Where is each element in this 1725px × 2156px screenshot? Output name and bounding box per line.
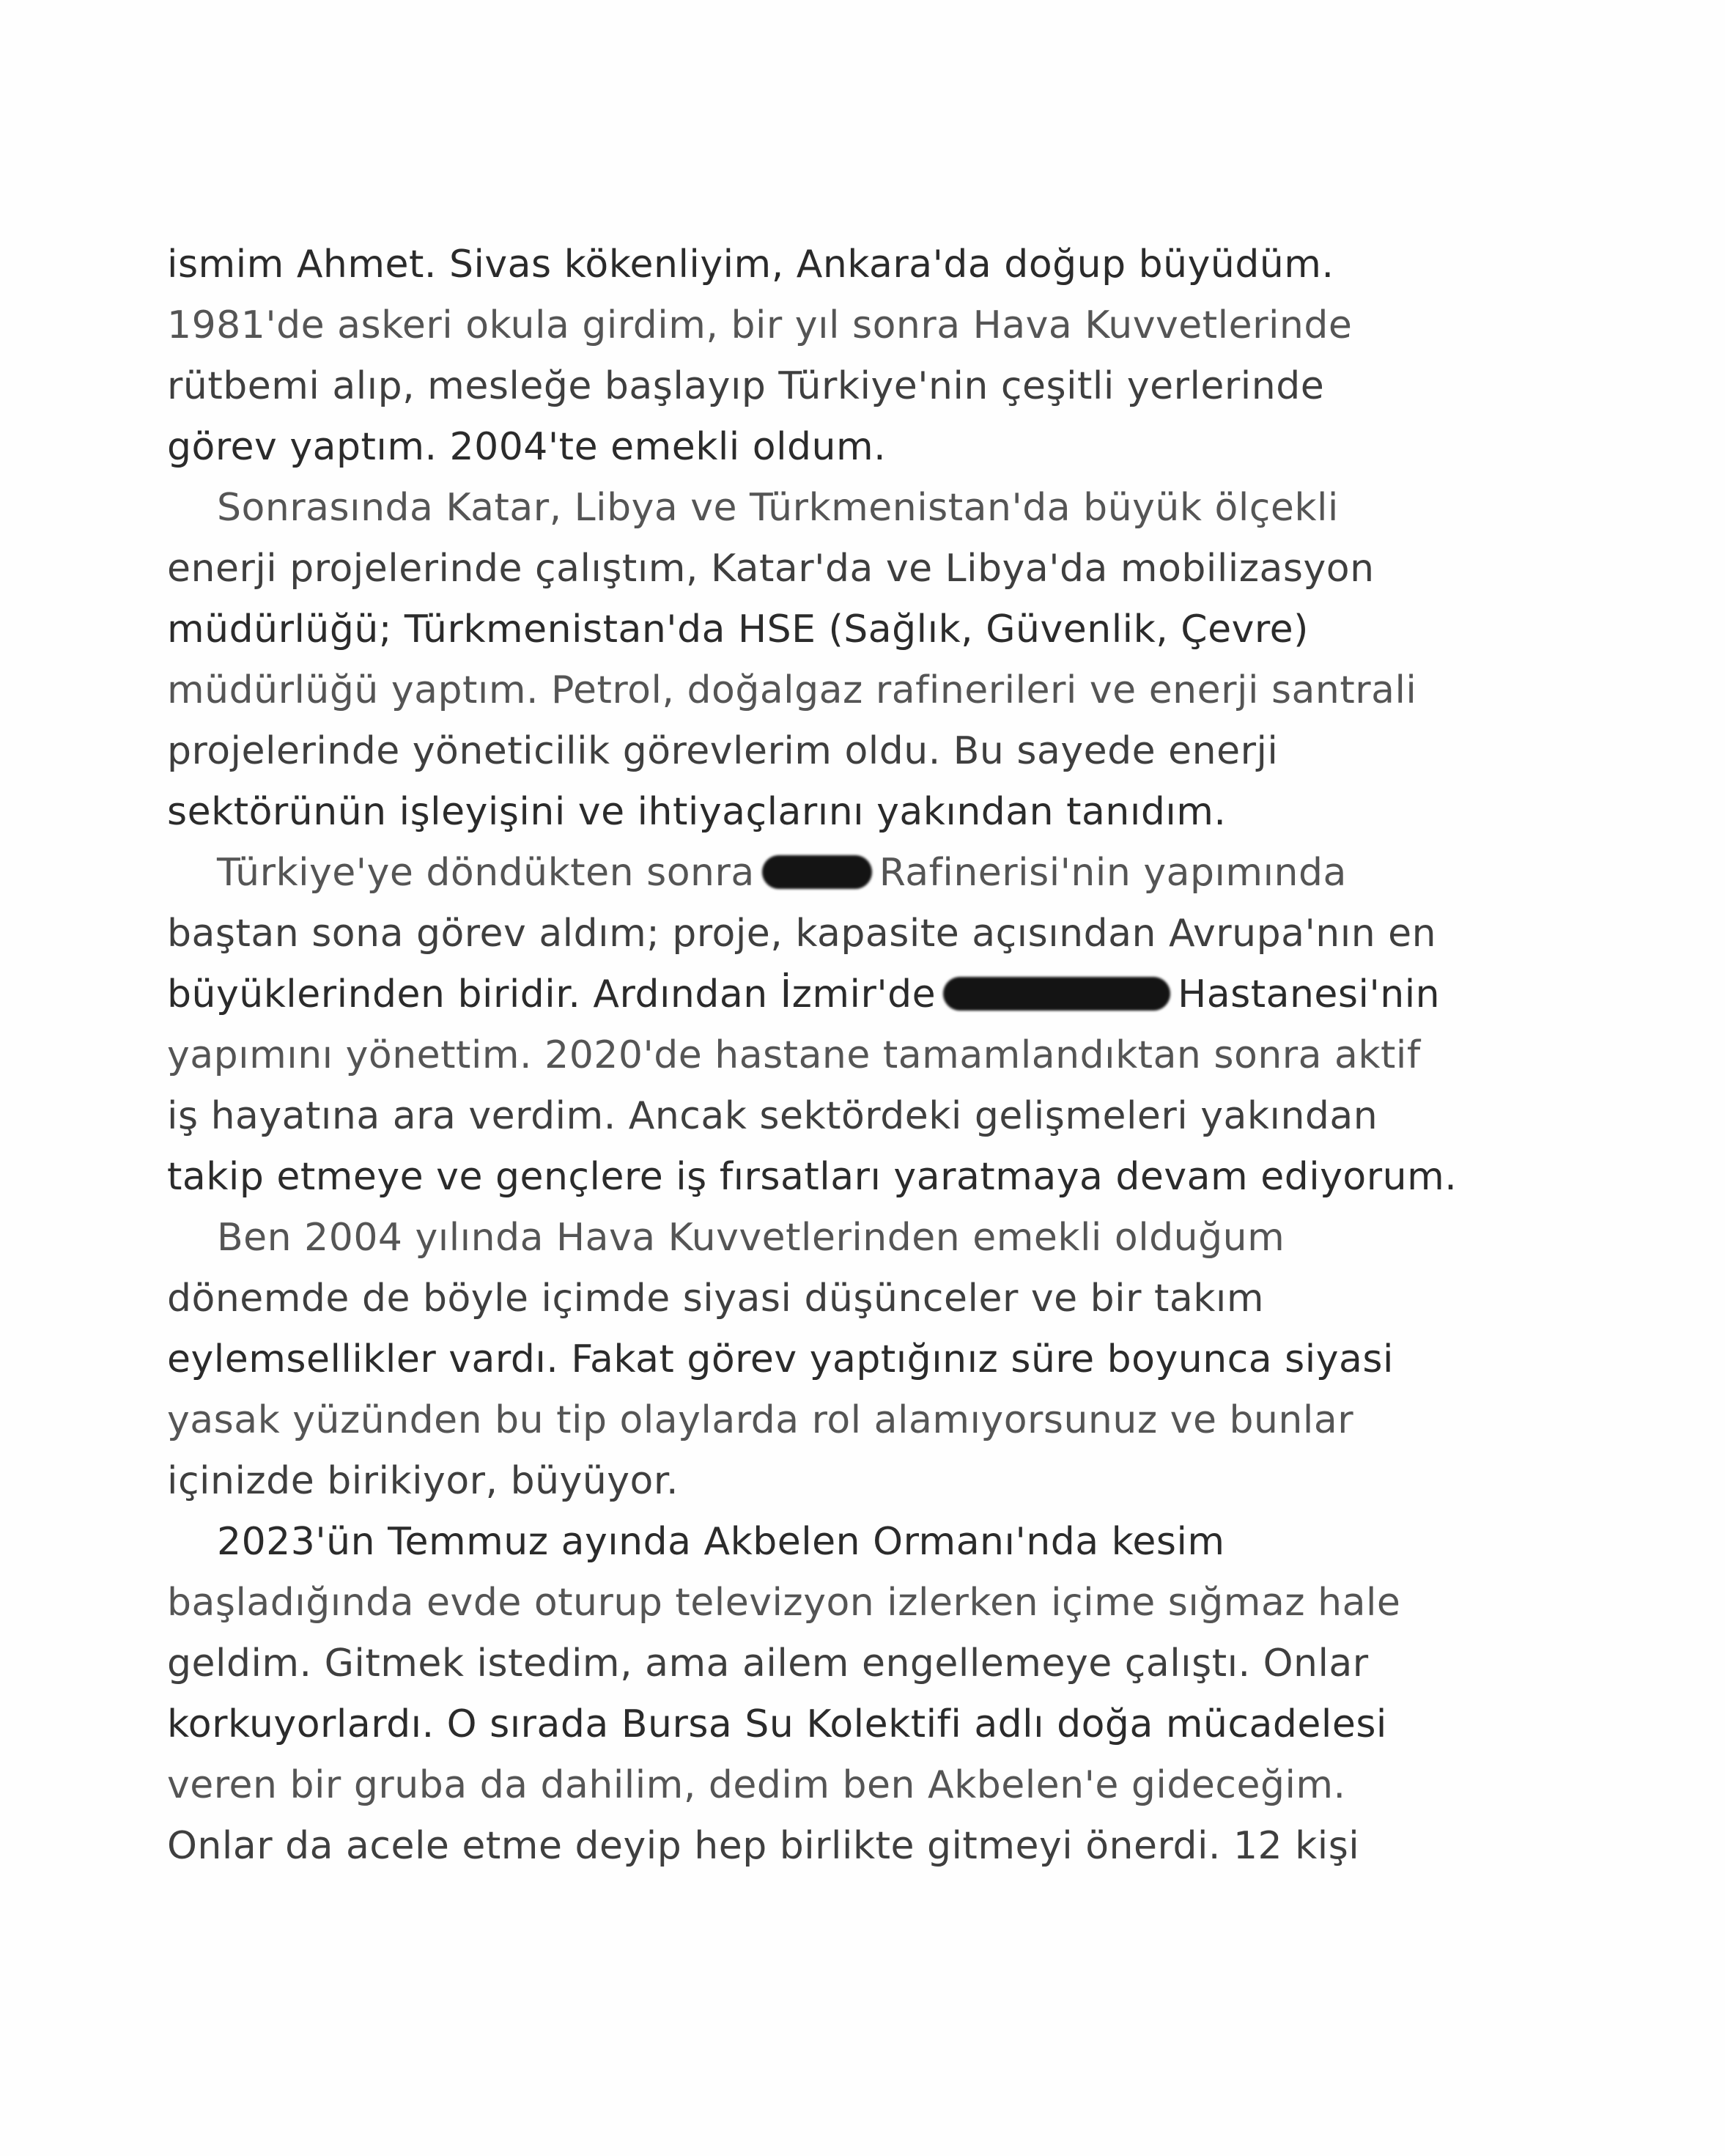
text-line [167, 964, 1559, 1025]
text-segment: büyüklerinden biridir. Ardından İzmir'de [167, 972, 937, 1016]
text-line: iş hayatına ara verdim. Ancak sektördeki gelişmeleri yakından [167, 1094, 1378, 1138]
text-line: geldim. Gitmek istedim, ama ailem engellemeye çalıştı. Onlar [167, 1642, 1369, 1686]
text-line [167, 843, 1559, 904]
text-segment: Türkiye'ye döndükten sonra [217, 851, 755, 895]
text-line: görev yaptım. 2004'te emekli oldum. [167, 425, 887, 469]
text-line: eylemsellikler vardı. Fakat görev yaptığınız süre boyunca siyasi [167, 1337, 1394, 1381]
text-line: korkuyorlardı. O sırada Bursa Su Kolektifi adlı doğa mücadelesi [167, 1702, 1387, 1746]
text-line: 1981'de askeri okula girdim, bir yıl sonra Hava Kuvvetlerinde [167, 303, 1353, 347]
text-line: baştan sona görev aldım; proje, kapasite açısından Avrupa'nın en [167, 912, 1437, 956]
text-line: rütbemi alıp, mesleğe başlayıp Türkiye'nin çeşitli yerlerinde [167, 364, 1325, 408]
text-line: yapımını yönettim. 2020'de hastane tamamlandıktan sonra aktif [167, 1033, 1421, 1077]
text-line: veren bir gruba da dahilim, dedim ben Akbelen'e gideceğim. [167, 1763, 1346, 1807]
text-line: enerji projelerinde çalıştım, Katar'da ve Libya'da mobilizasyon [167, 547, 1375, 591]
text-line: takip etmeye ve gençlere iş fırsatları yaratmaya devam ediyorum. [167, 1155, 1458, 1199]
text-line: ismim Ahmet. Sivas kökenliyim, Ankara'da doğup büyüdüm. [167, 243, 1334, 287]
text-segment: Rafinerisi'nin yapımında [879, 851, 1347, 895]
text-line: sektörünün işleyişini ve ihtiyaçlarını yakından tanıdım. [167, 790, 1227, 834]
text-line: 2023'ün Temmuz ayında Akbelen Ormanı'nda kesim [217, 1520, 1225, 1564]
text-line: projelerinde yöneticilik görevlerim oldu. Bu sayede enerji [167, 729, 1279, 773]
text-line: müdürlüğü yaptım. Petrol, doğalgaz rafinerileri ve enerji santrali [167, 668, 1417, 712]
redaction-mark [943, 977, 1170, 1011]
redaction-mark [762, 855, 872, 889]
text-line: Onlar da acele etme deyip hep birlikte gitmeyi önerdi. 12 kişi [167, 1824, 1360, 1868]
text-line: yasak yüzünden bu tip olaylarda rol alamıyorsunuz ve bunlar [167, 1398, 1354, 1442]
text-line: içinizde birikiyor, büyüyor. [167, 1459, 679, 1503]
text-line: Sonrasında Katar, Libya ve Türkmenistan'da büyük ölçekli [217, 486, 1339, 530]
text-line: başladığında evde oturup televizyon izlerken içime sığmaz hale [167, 1581, 1401, 1625]
handwritten-text-block [167, 235, 1559, 1877]
text-segment: Hastanesi'nin [1178, 972, 1441, 1016]
text-line: Ben 2004 yılında Hava Kuvvetlerinden emekli olduğum [217, 1216, 1285, 1260]
text-line: dönemde de böyle içimde siyasi düşünceler ve bir takım [167, 1277, 1264, 1321]
text-line: müdürlüğü; Türkmenistan'da HSE (Sağlık, Güvenlik, Çevre) [167, 608, 1309, 651]
